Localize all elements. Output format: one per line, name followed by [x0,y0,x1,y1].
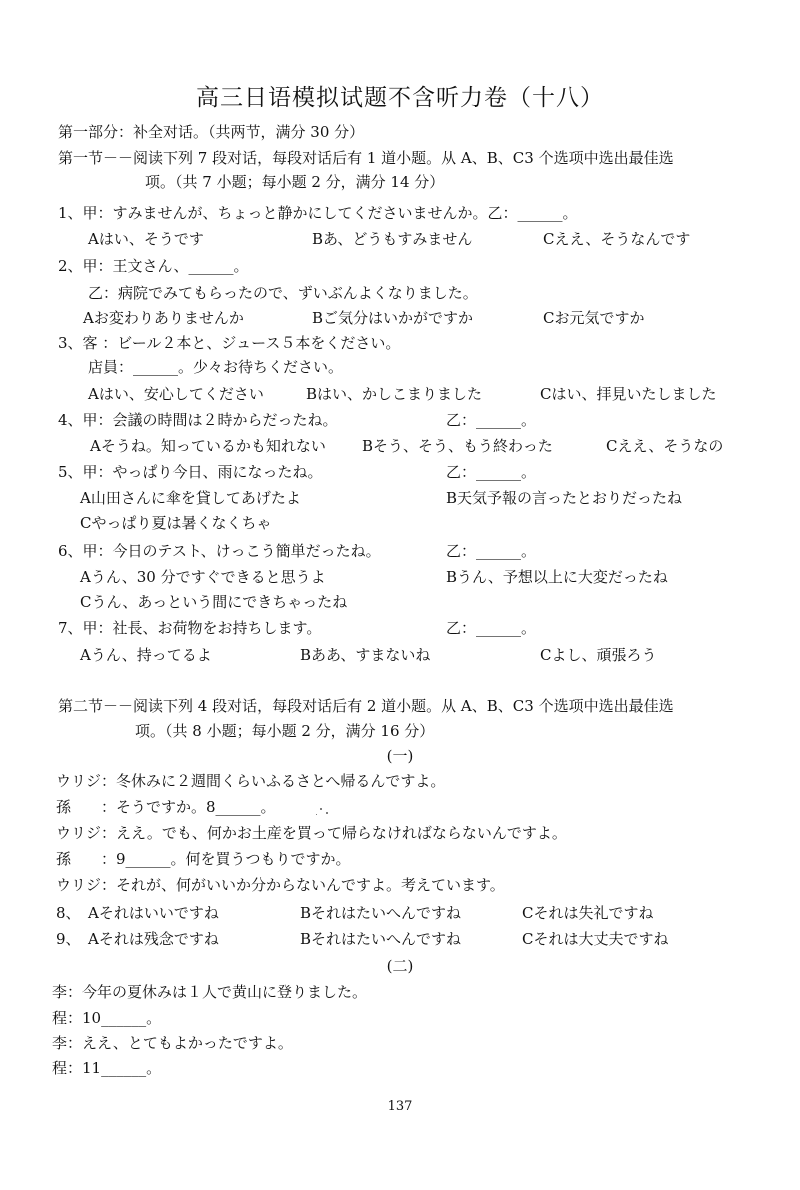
scan-speck [316,814,317,815]
section1-instruction-line1: 第一节－－阅读下列 7 段对话，每段对话后有 1 道小题。从 A、B、C3 个选项中选出最佳选 [58,149,674,167]
question-5-option-a: A山田さんに傘を貸してあげたよ [80,489,301,507]
question-9-option-c: Cそれは大丈夫ですね [522,930,669,948]
question-7-option-b: Bああ、すまないね [300,646,431,664]
question-4-line: 4、甲：会議の時間は２時からだったね。 [58,411,338,429]
question-7-option-c: Cよし、頑張ろう [540,646,657,664]
question-8-option-a: Aそれはいいですね [88,904,219,922]
question-3-option-c: Cはい、拝見いたしました [540,385,717,403]
dialog-2-line-1: 李：今年の夏休みは１人で黄山に登りました。 [52,983,368,1001]
question-1-line: 1、甲：すみませんが、ちょっと静かにしてくださいませんか。乙：______。 [58,204,578,222]
question-3-option-b: Bはい、かしこまりました [306,385,483,403]
question-4-option-a: Aそうね。知っているかも知れない [90,437,326,455]
question-9-number: 9、 [56,930,81,948]
dialog-1-line-4: 孫 ：9______。何を買うつもりですか。 [56,850,351,868]
question-1-option-a: Aはい、そうです [88,230,204,248]
question-1-option-c: Cええ、そうなんです [543,230,691,248]
question-5-line: 5、甲：やっぱり今日、雨になったね。 [58,463,323,481]
question-2-reply: 乙：病院でみてもらったので、ずいぶんよくなりました。 [88,284,478,302]
question-8-option-b: Bそれはたいへんですね [300,904,462,922]
dialog-2-line-2: 程：10______。 [52,1009,162,1027]
part1-heading: 第一部分：补全对话。（共两节，满分 30 分） [58,123,365,141]
question-6-line: 6、甲：今日のテスト、けっこう簡単だったね。 [58,542,381,560]
question-3-line: 3、客 ：ビール２本と、ジュース５本をください。 [58,334,401,352]
question-7-reply: 乙：______。 [446,619,537,637]
question-6-option-c: Cうん、あっという間にできちゃったね [80,593,348,611]
dialog-2-label: (二) [386,957,414,975]
scan-speck [320,808,322,810]
dialog-1-label: (一) [386,747,414,765]
dialog-1-line-1: ウリジ：冬休みに２週間くらいふるさとへ帰るんですよ。 [56,772,446,790]
dialog-1-line-5: ウリジ：それが、何がいいか分からないんですよ。考えています。 [56,876,505,894]
question-6-reply: 乙：______。 [446,542,537,560]
page-number: 137 [387,1099,413,1114]
question-7-option-a: Aうん、持ってるよ [80,646,212,664]
scan-speck [326,812,328,814]
question-2-option-b: Bご気分はいかがですか [312,309,474,327]
question-9-option-b: Bそれはたいへんですね [300,930,462,948]
question-5-option-c: Cやっぱり夏は暑くなくちゃ [80,514,272,532]
dialog-1-line-3: ウリジ：ええ。でも、何かお土産を買って帰らなければならないんですよ。 [56,824,567,842]
section2-instruction-line2: 项。（共 8 小题；每小题 2 分，满分 16 分） [135,722,435,740]
question-3-option-a: Aはい、安心してください [88,385,264,403]
question-5-reply: 乙：______。 [446,463,537,481]
question-2-line: 2、甲：王文さん、______。 [58,257,249,275]
question-3-reply: 店員：______。少々お待ちください。 [88,358,344,376]
question-7-line: 7、甲：社長、お荷物をお持ちします。 [58,619,322,637]
dialog-1-line-2: 孫 ：そうですか。8______。 [56,798,276,816]
dialog-2-line-4: 程：11______。 [52,1059,162,1077]
section2-instruction-line1: 第二节－－阅读下列 4 段对话，每段对话后有 2 道小题。从 A、B、C3 个选项中选出最佳选 [58,697,674,715]
dialog-2-line-3: 李：ええ、とてもよかったですよ。 [52,1034,293,1052]
question-1-option-b: Bあ、どうもすみません [312,230,473,248]
question-5-option-b: B天気予報の言ったとおりだったね [446,489,683,507]
page-title: 高三日语模拟试题不含听力卷（十八） [196,85,604,111]
question-8-option-c: Cそれは失礼ですね [522,904,654,922]
question-6-option-a: Aうん、30 分ですぐできると思うよ [80,568,326,586]
section1-instruction-line2: 项。（共 7 小题；每小题 2 分，满分 14 分） [145,173,445,191]
question-2-option-c: Cお元気ですか [543,309,645,327]
question-4-option-c: Cええ、そうなの [606,437,724,455]
question-8-number: 8、 [56,904,81,922]
question-4-option-b: Bそう、そう、もう終わった [362,437,553,455]
question-6-option-b: Bうん、予想以上に大変だったね [446,568,668,586]
question-2-option-a: Aお変わりありませんか [83,309,244,327]
question-4-reply: 乙：______。 [446,411,537,429]
question-9-option-a: Aそれは残念ですね [88,930,219,948]
